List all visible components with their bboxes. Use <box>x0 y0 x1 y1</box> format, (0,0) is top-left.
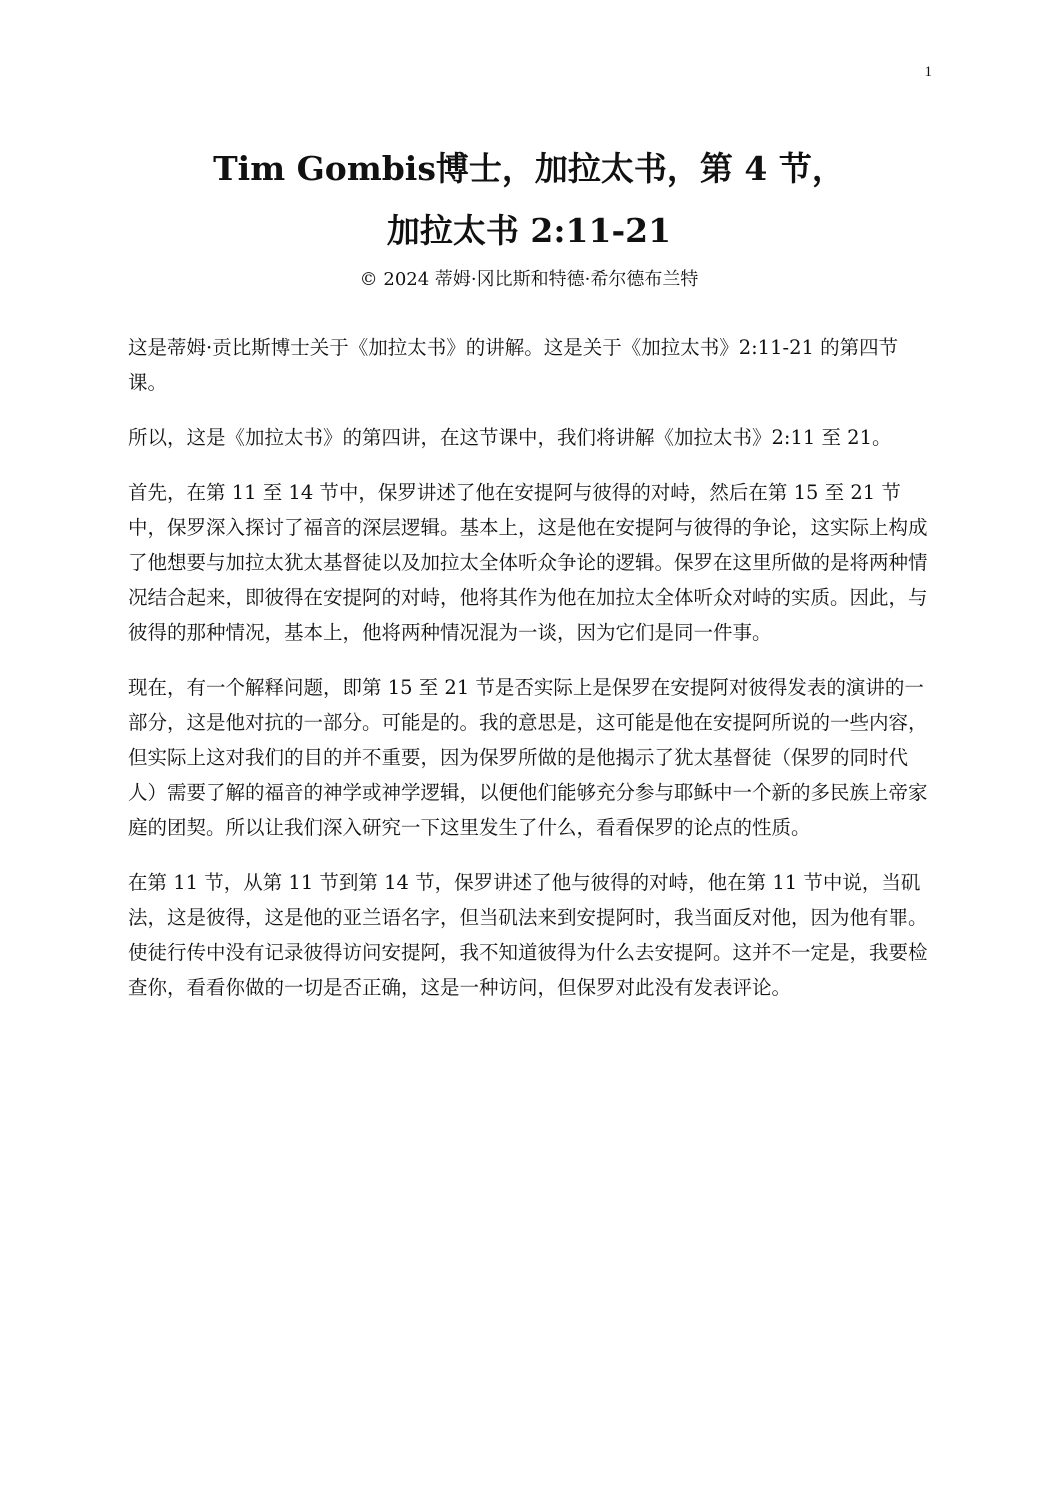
title-line-2: 加拉太书 2:11-21 <box>386 211 672 250</box>
paragraph-1: 这是蒂姆·贡比斯博士关于《加拉太书》的讲解。这是关于《加拉太书》2:11-21 的第四节课。 <box>128 336 899 394</box>
paragraph-3: 首先，在第 11 至 14 节中，保罗讲述了他在安提阿与彼得的对峙，然后在第 15 至 21 节中，保罗深入探讨了福音的深层逻辑。基本上，这是他在安提阿与彼得的争论，这实际上构成了他想要与加拉太犹太基督徒以及加拉太全体听众争论的逻辑。保罗在这里所做的是将两种情况结合起来，即彼得在安提阿的对峙，他将其作为他在加拉太全体听众对峙的实质。因此，与彼得的那种情况，基本上，他将两种情况混为一谈，因为它们是同一件事。 <box>128 481 928 644</box>
document-title <box>0 138 1058 262</box>
body-text <box>128 330 928 1025</box>
page-number: 1 <box>924 64 932 80</box>
copyright-line: © 2024 蒂姆·冈比斯和特德·希尔德布兰特 <box>359 269 699 290</box>
paragraph-2: 所以，这是《加拉太书》的第四讲，在这节课中，我们将讲解《加拉太书》2:11 至 21。 <box>128 426 892 449</box>
paragraph-4: 现在，有一个解释问题，即第 15 至 21 节是否实际上是保罗在安提阿对彼得发表的演讲的一部分，这是他对抗的一部分。可能是的。我的意思是，这可能是他在安提阿所说的一些内容，但实际上这对我们的目的并不重要，因为保罗所做的是他揭示了犹太基督徒（保罗的同时代人）需要了解的福音的神学或神学逻辑，以便他们能够充分参与耶稣中一个新的多民族上帝家庭的团契。所以让我们深入研究一下这里发生了什么，看看保罗的论点的性质。 <box>128 676 928 839</box>
title-line-1: Tim Gombis博士，加拉太书，第 4 节， <box>213 149 845 188</box>
paragraph-5: 在第 11 节，从第 11 节到第 14 节，保罗讲述了他与彼得的对峙，他在第 11 节中说，当矶法，这是彼得，这是他的亚兰语名字，但当矶法来到安提阿时，我当面反对他，因为他有罪。使徒行传中没有记录彼得访问安提阿，我不知道彼得为什么去安提阿。这并不一定是，我要检查你，看看你做的一切是否正确，这是一种访问，但保罗对此没有发表评论。 <box>128 871 928 999</box>
